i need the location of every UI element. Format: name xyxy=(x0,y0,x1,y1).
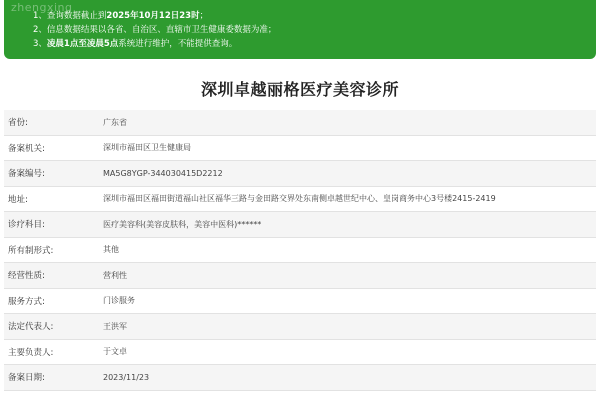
field-value: 2023/11/23 xyxy=(103,372,150,382)
table-row xyxy=(4,314,596,340)
field-label: 地址: xyxy=(8,194,28,205)
table-row xyxy=(4,289,596,315)
info-table xyxy=(4,110,596,391)
field-label: 备案日期: xyxy=(8,373,45,384)
notice-line-suffix: ； xyxy=(199,11,209,21)
notice-line xyxy=(33,9,596,23)
field-label: 备案机关: xyxy=(8,143,45,154)
table-row xyxy=(4,110,596,136)
field-value: 深圳市福田区福田街道福山社区福华三路与金田路交界处东南侧卓越世纪中心、皇岗商务中心3号楼2415-2419 xyxy=(103,194,496,204)
table-row xyxy=(4,136,596,162)
field-label: 备案编号: xyxy=(8,169,45,180)
table-row xyxy=(4,161,596,187)
notice-line-suffix: 系统进行维护，不能提供查询。 xyxy=(118,39,238,49)
field-value: 营利性 xyxy=(103,270,127,280)
notice-line xyxy=(33,23,596,37)
field-value: MA5G8YGP-344030415D2212 xyxy=(103,168,223,178)
field-value: 其他 xyxy=(103,245,119,255)
table-row xyxy=(4,340,596,366)
page-title: 深圳卓越丽格医疗美容诊所 xyxy=(200,80,399,99)
field-label: 法定代表人: xyxy=(8,322,54,333)
table-row xyxy=(4,263,596,289)
watermark: zhengxing xyxy=(11,1,73,14)
table-row xyxy=(4,187,596,213)
field-value: 门诊服务 xyxy=(103,296,135,306)
field-value: 于文卓 xyxy=(103,347,127,357)
notice-line-prefix: 1、查询数据截止到 xyxy=(33,11,107,21)
field-value: 医疗美容科(美容皮肤科，美容中医科)****** xyxy=(103,219,262,229)
field-label: 所有制形式: xyxy=(8,245,54,256)
table-row xyxy=(4,238,596,264)
notice-line-prefix: 2、信息数据结果以各省、自治区、直辖市卫生健康委数据为准； xyxy=(33,25,277,35)
notice-line-bold: 2025年10月12日23时 xyxy=(106,11,200,21)
field-value: 王洪军 xyxy=(103,321,127,331)
field-label: 省份: xyxy=(8,118,28,129)
field-value: 广东省 xyxy=(103,117,127,127)
table-row xyxy=(4,365,596,391)
field-label: 服务方式: xyxy=(8,296,45,307)
table-row xyxy=(4,212,596,238)
field-label: 经营性质: xyxy=(8,271,45,282)
notice-banner xyxy=(4,0,596,59)
notice-line-prefix: 3、 xyxy=(33,39,47,49)
field-label: 诊疗科目: xyxy=(8,220,45,231)
field-label: 主要负责人: xyxy=(8,347,54,358)
field-value: 深圳市福田区卫生健康局 xyxy=(103,143,191,153)
notice-line xyxy=(33,37,596,51)
notice-line-bold: 凌晨1点至凌晨5点 xyxy=(46,39,119,49)
